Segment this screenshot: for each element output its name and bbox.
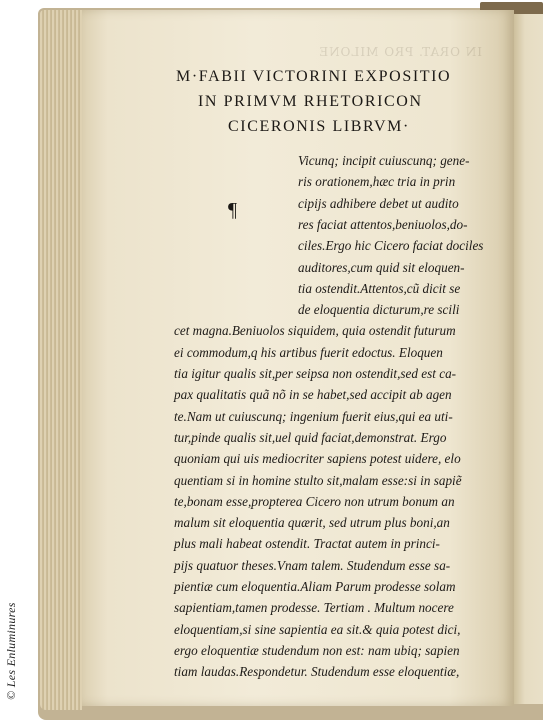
text-line: de eloquentia dicturum,re scili: [298, 302, 460, 318]
text-line: sapientiam,tamen prodesse. Tertiam . Multum nocere: [174, 600, 454, 616]
text-line: auditores,cum quid sit eloquen-: [298, 259, 465, 275]
paragraph-mark: ¶: [228, 199, 238, 221]
text-line: ciles.Ergo hic Cicero faciat dociles: [298, 238, 484, 254]
text-line: res faciat attentos,beniuolos,do-: [298, 216, 468, 232]
title-line-3: CICERONIS LIBRVM·: [228, 118, 410, 135]
title-line-1: M·FABII VICTORINI EXPOSITIO: [176, 68, 452, 85]
text-line: cet magna.Beniuolos siquidem, quia ostendit futurum: [174, 323, 456, 339]
title-line-2: IN PRIMVM RHETORICON: [198, 93, 423, 110]
text-line: quoniam qui uis mediocriter sapiens potest uidere, elo: [174, 451, 461, 467]
text-line: tur,pinde qualis sit,uel quid faciat,demonstrat. Ergo: [174, 429, 447, 445]
copyright-credit: © Les Enluminures: [4, 602, 18, 700]
text-line: pientiæ cum eloquentia.Aliam Parum prodesse solam: [174, 579, 456, 594]
text-line: quentiam si in homine stulto sit,malam esse:si in sapiẽ: [174, 472, 462, 488]
text-line: Vicunq; incipit cuiuscunq; gene-: [298, 153, 470, 168]
text-line: cipijs adhibere debet ut audito: [298, 195, 459, 211]
facing-page: [513, 14, 543, 704]
text-line: plus mali habeat ostendit. Tractat autem in princi-: [174, 536, 440, 552]
text-line: pax qualitatis quã nõ in se habet,sed accipit ab agen: [174, 387, 452, 403]
show-through-running-head: IN ORAT. PRO MILONE: [318, 45, 482, 59]
text-line: eloquentiam,si sine sapientia ea sit.& quia potest dici,: [174, 621, 461, 637]
text-line: tiam laudas.Respondetur. Studendum esse eloquentiæ,: [174, 664, 460, 680]
text-line: tia ostendit.Attentos,cũ dicit se: [298, 280, 461, 296]
text-line: ergo eloquentiæ studendum non est: nam ubiq; sapien: [174, 642, 460, 658]
text-line: tia igitur qualis sit,per seipsa non ostendit,sed est ca-: [174, 366, 457, 381]
text-line: ei commodum,q his artibus fuerit edoctus. Eloquen: [174, 344, 443, 360]
page-edges: [40, 10, 82, 710]
text-line: malum sit eloquentia quærit, sed utrum plus boni,an: [174, 515, 450, 531]
text-line: pijs quatuor theses.Vnam talem. Studendum esse sa-: [174, 557, 451, 573]
text-line: te,bonam esse,propterea Cicero non utrum bonum an: [174, 493, 455, 509]
text-line: ris orationem,hæc tria in prin: [298, 174, 456, 190]
text-line: te.Nam ut cuiuscunq; ingenium fuerit eius,qui ea uti-: [174, 408, 453, 424]
